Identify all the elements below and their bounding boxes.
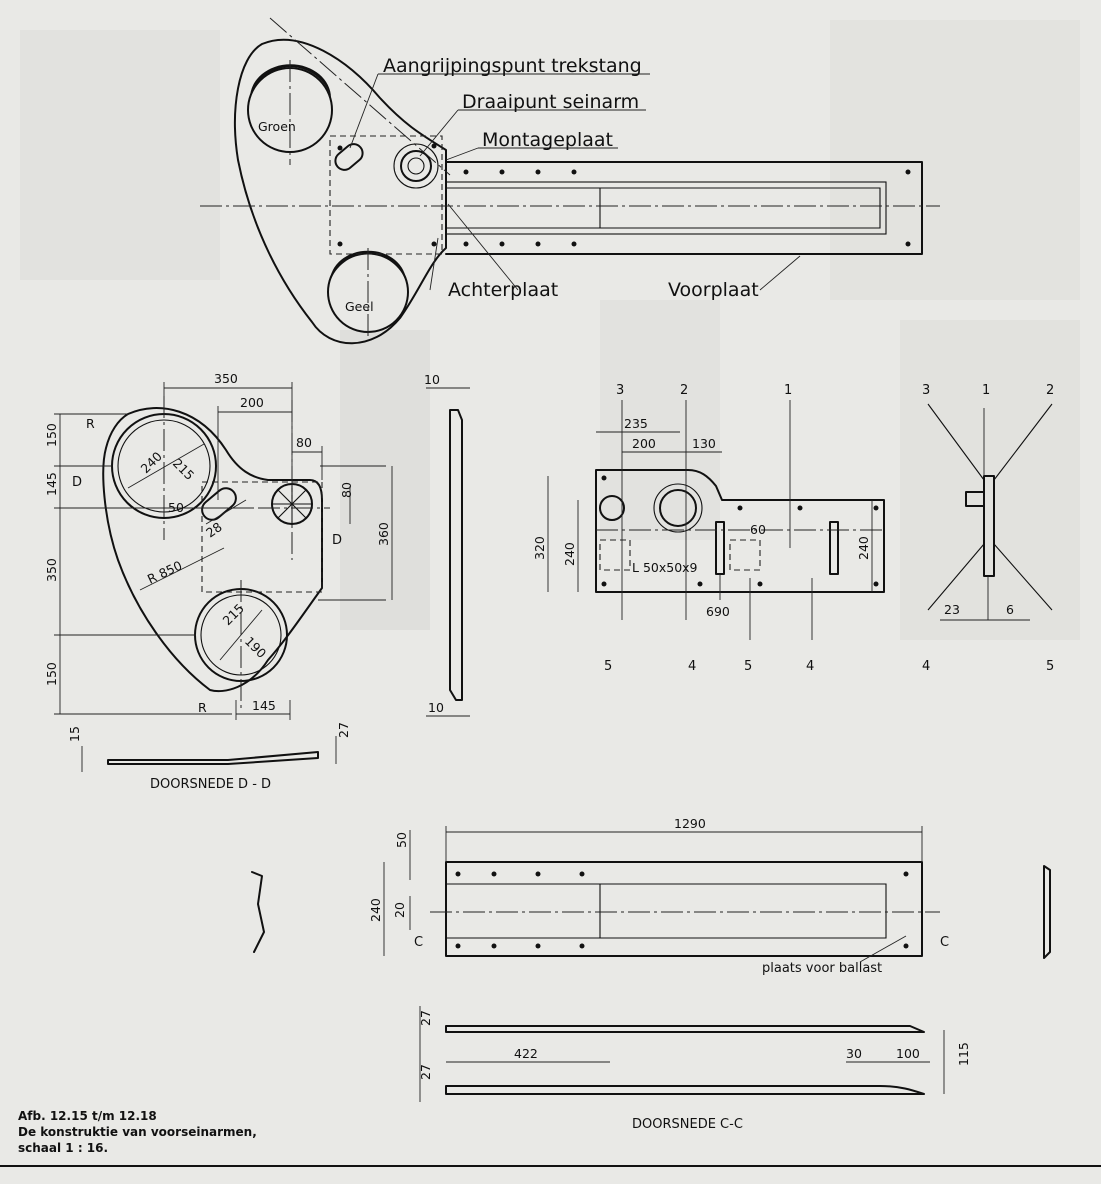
- pull-rod-slot: [332, 140, 367, 173]
- dim-100: 100: [896, 1046, 920, 1061]
- dim-10a: 10: [424, 372, 440, 387]
- dim-145b: 145: [252, 698, 276, 713]
- dim-50-front: 50: [394, 832, 409, 848]
- ballast-label: plaats voor ballast: [762, 961, 883, 976]
- label-montageplaat: Montageplaat: [482, 129, 613, 151]
- label-draaipunt: Draaipunt seinarm: [462, 91, 640, 113]
- label-aangrijpingspunt: Aangrijpingspunt trekstang: [383, 55, 642, 77]
- dim-422: 422: [514, 1046, 538, 1061]
- dim-200: 200: [240, 395, 264, 410]
- yellow-label: Geel: [345, 299, 374, 314]
- dim-r850: R 850: [144, 557, 185, 587]
- label-voorplaat: Voorplaat: [668, 279, 759, 301]
- dim-360: 360: [376, 522, 391, 546]
- dim-30: 30: [846, 1046, 862, 1061]
- dim-115: 115: [956, 1042, 971, 1066]
- end-callout-1: 1: [982, 383, 991, 398]
- dim-215b: 215: [219, 600, 247, 629]
- assembly-rivets: [338, 144, 911, 247]
- dim-10b: 10: [428, 700, 444, 715]
- front-plate-view: [252, 816, 1050, 976]
- dim-215a: 215: [169, 455, 198, 483]
- end-callout-4: 4: [922, 659, 931, 674]
- mount-callout-4b: 4: [806, 659, 815, 674]
- section-mark-d-right: D: [332, 533, 343, 548]
- end-callout-5: 5: [1046, 659, 1055, 674]
- label-achterplaat: Achterplaat: [448, 279, 559, 301]
- mount-callout-3: 3: [616, 383, 625, 398]
- dim-130: 130: [692, 436, 716, 451]
- dim-150b: 150: [44, 662, 59, 686]
- dim-240-mount-b: 240: [856, 536, 871, 560]
- end-callout-2: 2: [1046, 383, 1055, 398]
- dim-200-mount: 200: [632, 436, 656, 451]
- background-ghost: [20, 20, 1080, 640]
- mount-callout-1: 1: [784, 383, 793, 398]
- back-plate-view: [44, 371, 392, 720]
- dim-23: 23: [944, 602, 960, 617]
- caption-line2: De konstruktie van voorseinarmen,: [18, 1125, 257, 1139]
- mount-callout-4a: 4: [688, 659, 697, 674]
- pivot-boss: [401, 151, 431, 181]
- dim-angle: L 50x50x9: [632, 560, 698, 575]
- dim-r-bottom: R: [198, 700, 207, 715]
- dim-80b: 80: [339, 482, 354, 498]
- side-view: [424, 372, 470, 716]
- dim-320: 320: [532, 536, 547, 560]
- dim-350: 350: [214, 371, 238, 386]
- dim-6: 6: [1006, 602, 1014, 617]
- dim-1290: 1290: [674, 816, 706, 831]
- assembly-view: [200, 18, 940, 343]
- section-mark-d-left: D: [72, 475, 83, 490]
- figure-caption: [18, 1109, 257, 1155]
- back-plate-slot: [198, 484, 240, 524]
- dim-15: 15: [67, 726, 82, 742]
- caption-line1: Afb. 12.15 t/m 12.18: [18, 1109, 157, 1123]
- section-cc: [418, 1006, 971, 1132]
- dim-50: 50: [168, 500, 184, 515]
- dim-27b: 27: [418, 1064, 433, 1080]
- front-plate-outline: [446, 862, 922, 956]
- section-cc-title: DOORSNEDE C-C: [632, 1117, 743, 1132]
- section-mark-c-left: C: [414, 935, 424, 950]
- dim-60: 60: [750, 522, 766, 537]
- section-dd: [67, 722, 351, 792]
- dim-235: 235: [624, 416, 648, 431]
- mount-callout-5b: 5: [744, 659, 753, 674]
- mount-callout-2: 2: [680, 383, 689, 398]
- green-label: Groen: [258, 119, 296, 134]
- dim-240: 240: [137, 448, 165, 477]
- dim-r-top: R: [86, 416, 95, 431]
- assembly-back-plate-outline: [235, 40, 446, 343]
- dim-80a: 80: [296, 435, 312, 450]
- section-dd-title: DOORSNEDE D - D: [150, 777, 272, 792]
- dim-27a: 27: [418, 1010, 433, 1026]
- dim-27: 27: [336, 722, 351, 738]
- dim-240-front: 240: [368, 898, 383, 922]
- end-callout-3: 3: [922, 383, 931, 398]
- dim-145a: 145: [44, 472, 59, 496]
- mount-callout-5: 5: [604, 659, 613, 674]
- dim-350v: 350: [44, 558, 59, 582]
- dim-150a: 150: [44, 423, 59, 447]
- dim-690: 690: [706, 604, 730, 619]
- dim-28: 28: [203, 519, 225, 541]
- dim-20: 20: [392, 902, 407, 918]
- dim-240-mount-a: 240: [562, 542, 577, 566]
- dim-190: 190: [241, 633, 270, 661]
- caption-line3: schaal 1 : 16.: [18, 1141, 109, 1155]
- section-mark-c-right: C: [940, 935, 950, 950]
